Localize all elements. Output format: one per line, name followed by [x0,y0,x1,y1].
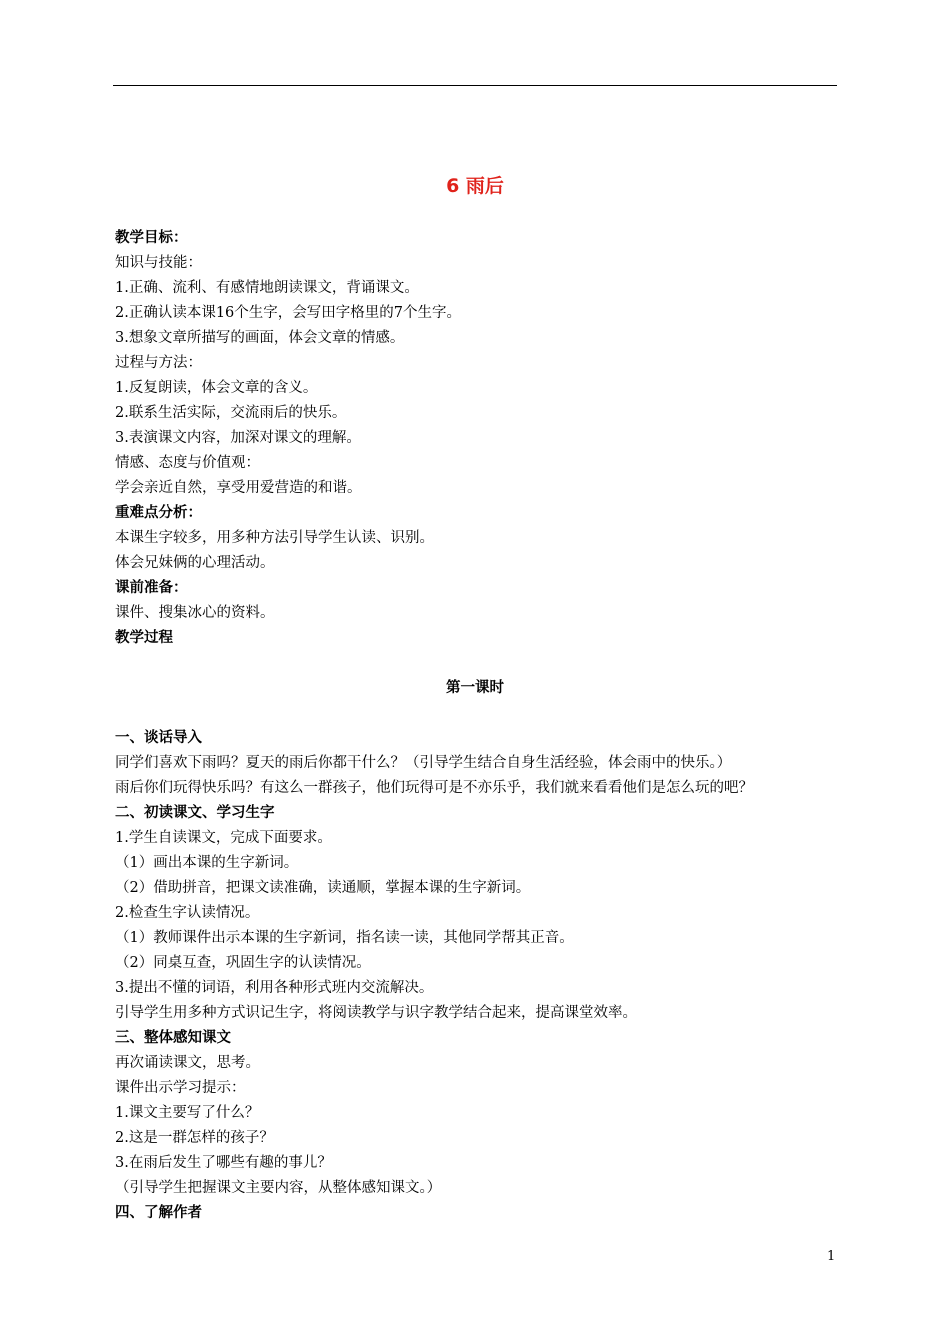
preparation-text: 课件、搜集冰心的资料。 [115,605,275,621]
part3-line: 1.课文主要写了什么？ [115,1105,260,1121]
process-item: 3.表演课文内容，加深对课文的理解。 [115,430,361,446]
part3-line: 3.在雨后发生了哪些有趣的事儿？ [115,1155,332,1171]
knowledge-item: 2.正确认读本课16个生字，会写田字格里的7个生字。 [115,305,462,321]
part2-line: （1）画出本课的生字新词。 [115,855,299,871]
emotion-text: 学会亲近自然，享受用爱营造的和谐。 [115,480,362,496]
emotion-heading: 情感、态度与价值观： [115,455,260,471]
page-number: 1 [827,1249,836,1264]
part2-line: （1）教师课件出示本课的生字新词，指名读一读，其他同学帮其正音。 [115,930,574,946]
part3-line: 再次诵读课文，思考。 [115,1055,260,1071]
process-item: 1.反复朗读，体会文章的含义。 [115,380,318,396]
key-point: 体会兄妹俩的心理活动。 [115,555,275,571]
part2-line: 引导学生用多种方式识记生字，将阅读教学与识字教学结合起来，提高课堂效率。 [115,1005,637,1021]
key-point: 本课生字较多，用多种方法引导学生认读、识别。 [115,530,434,546]
part3-line: （引导学生把握课文主要内容，从整体感知课文。） [115,1180,442,1196]
teaching-process-heading: 教学过程 [115,630,173,646]
part1-line: 雨后你们玩得快乐吗？有这么一群孩子，他们玩得可是不亦乐乎，我们就来看看他们是怎么玩的吧？ [115,780,753,796]
document-body [115,226,845,1226]
objectives-heading: 教学目标： [115,230,188,246]
document-title: 6 雨后 [446,175,504,197]
part1-heading: 一、谈话导入 [115,730,202,746]
header-rule [113,85,837,86]
lesson-title: 第一课时 [446,680,504,696]
preparation-heading: 课前准备： [115,580,188,596]
knowledge-item: 3.想象文章所描写的画面，体会文章的情感。 [115,330,405,346]
part3-heading: 三、整体感知课文 [115,1030,231,1046]
part3-line: 2.这是一群怎样的孩子？ [115,1130,274,1146]
knowledge-item: 1.正确、流利、有感情地朗读课文，背诵课文。 [115,280,419,296]
part4-heading: 四、了解作者 [115,1205,202,1221]
part1-line: 同学们喜欢下雨吗？夏天的雨后你都干什么？（引导学生结合自身生活经验，体会雨中的快乐。） [115,755,732,771]
part2-line: （2）同桌互查，巩固生字的认读情况。 [115,955,371,971]
part2-line: 3.提出不懂的词语，利用各种形式班内交流解决。 [115,980,434,996]
knowledge-heading: 知识与技能： [115,255,202,271]
part2-line: （2）借助拼音，把课文读准确，读通顺，掌握本课的生字新词。 [115,880,531,896]
process-heading: 过程与方法： [115,355,202,371]
part2-heading: 二、初读课文、学习生字 [115,805,275,821]
part2-line: 2.检查生字认读情况。 [115,905,260,921]
part2-line: 1.学生自读课文，完成下面要求。 [115,830,332,846]
key-points-heading: 重难点分析： [115,505,202,521]
process-item: 2.联系生活实际，交流雨后的快乐。 [115,405,347,421]
part3-line: 课件出示学习提示： [115,1080,246,1096]
